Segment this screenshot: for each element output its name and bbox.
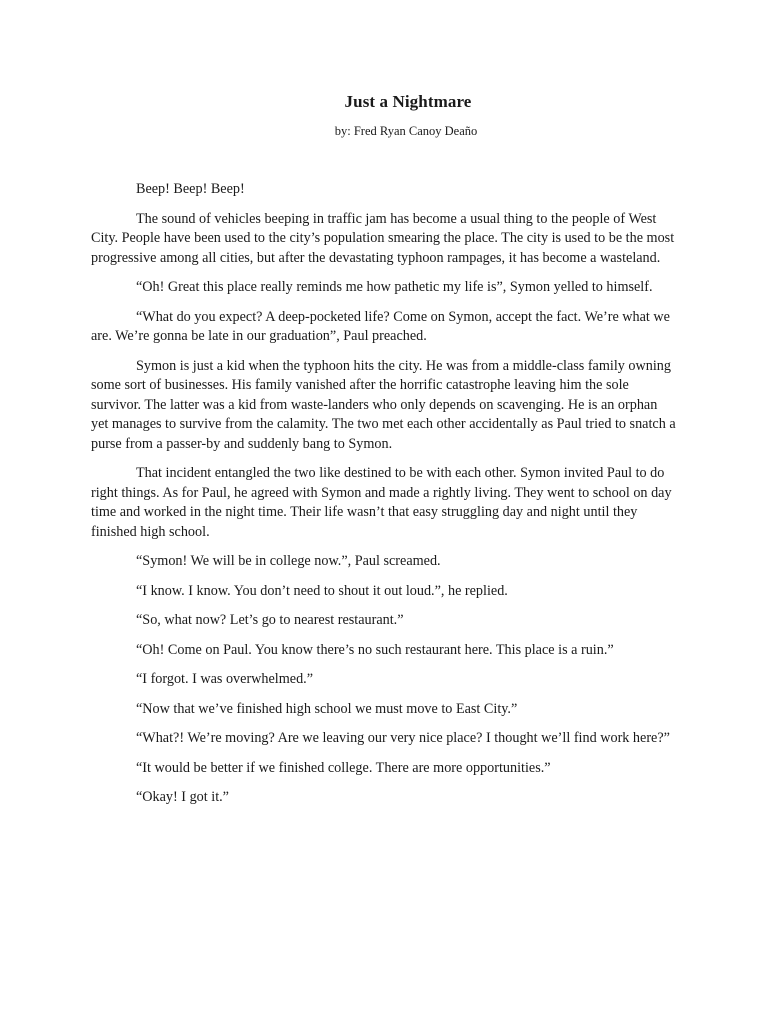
paragraph: “What do you expect? A deep-pocketed life? Come on Symon, accept the fact. We’re what we are. We’re gonna be late in our graduation”, Paul preached. [91,308,670,344]
paragraph: “Okay! I got it.” [136,789,229,805]
paragraph: “I know. I know. You don’t need to shout it out loud.”, he replied. [136,582,508,599]
paragraph: “Oh! Come on Paul. You know there’s no such restaurant here. This place is a ruin.” [136,641,614,658]
paragraph: “Symon! We will be in college now.”, Paul screamed. [136,553,441,569]
document-title: Just a Nightmare [344,92,472,111]
paragraph: “It would be better if we finished college. There are more opportunities.” [136,759,551,776]
paragraph: “What?! We’re moving? Are we leaving our very nice place? I thought we’ll find work here?” [136,730,670,746]
paragraph: “So, what now? Let’s go to nearest restaurant.” [136,612,404,628]
paragraph: “I forgot. I was overwhelmed.” [136,671,314,687]
author-byline: by: Fred Ryan Canoy Deaño [334,124,478,138]
paragraph: “Now that we’ve finished high school we must move to East City.” [136,700,518,717]
paragraph: That incident entangled the two like destined to be with each other. Symon invited Paul to do right things. As for Paul, he agreed with Symon and made a rightly living. They went to school on day time and worked in the night time. Their life wasn’t that easy struggling day and night until they finished high school. [91,465,672,540]
paragraph: Beep! Beep! Beep! [136,181,245,197]
document-body [91,180,677,818]
paragraph: The sound of vehicles beeping in traffic jam has become a usual thing to the people of West City. People have been used to the city’s population smearing the place. The city is used to be the most progressive among all cities, but after the devastating typhoon rampages, it has become a wasteland. [91,210,675,266]
paragraph: Symon is just a kid when the typhoon hits the city. He was from a middle-class family owning some sort of businesses. His family vanished after the horrific catastrophe leaving him the sole survivor. The latter was a kid from waste-landers who only depends on scavenging. He is an orphan yet manages to survive from the calamity. The two met each other accidentally as Paul tried to snatch a purse from a passer-by and suddenly bang to Symon. [91,357,676,452]
paragraph: “Oh! Great this place really reminds me how pathetic my life is”, Symon yelled to himself. [136,279,653,295]
